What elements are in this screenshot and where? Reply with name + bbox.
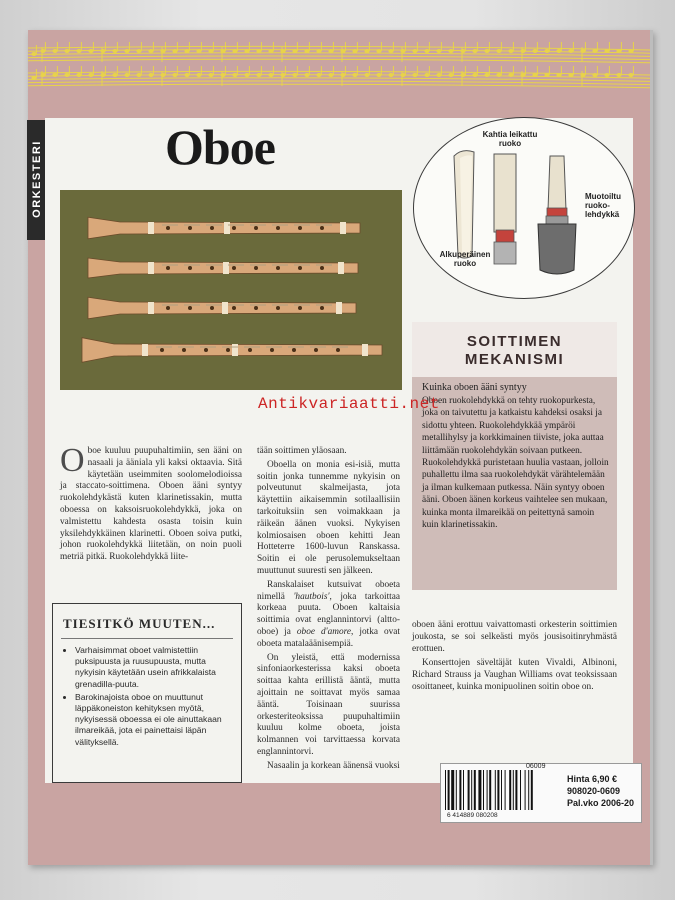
price-info — [567, 773, 634, 809]
reed-label-shaped: Muotoiltu ruoko-lehdykkä — [585, 192, 621, 219]
barcode-box — [440, 763, 642, 823]
reed-label-original: Alkuperäinen ruoko — [439, 250, 491, 268]
drop-cap: O — [60, 442, 85, 479]
col2-p5: Nasaalin ja korkean äänensä vuoksi — [267, 760, 400, 771]
did-you-know-box — [52, 603, 242, 783]
section-tab-label: ORKESTERI — [31, 140, 43, 218]
did-you-know-heading: TIESITKÖ MUUTEN... — [63, 616, 216, 631]
reed-label-cut: Kahtia leikattu ruoko — [482, 130, 538, 148]
article-column-1 — [60, 442, 242, 564]
mechanism-box — [412, 322, 617, 590]
barcode — [445, 770, 563, 812]
divider — [61, 638, 233, 639]
article-column-3 — [412, 620, 617, 694]
oboes-photo — [60, 190, 402, 390]
mechanism-subheading: Kuinka oboen ääni syntyy — [422, 382, 527, 393]
col2-p1: tään soittimen yläosaan. — [257, 446, 347, 456]
col2-p3: Ranskalaiset kutsuivat oboeta nimellä 'hautbois', joka tarkoittaa korkeaa puuta. Oboen kaltaisia soittimia ovat englannintorvi (altto-oboe) ja oboe d'amore, jotka ovat oboeta matalaäänisempiä. — [257, 579, 400, 649]
mechanism-text: Oboen ruokolehdykkä on tehty ruokopurkesta, joka on taivutettu ja katkaistu kahdeksi osaksi ja sidottu yhteen. Ruokolehdykkää ympäröi metallihylsy ja korkkimainen tiiviste, joka auttaa liittämään ruokolehdykän soivaan putkeen. Ruokolehdykkä puristetaan huulia vastaan, jolloin puhallettu ilma saa ruokolehdykät värähtelemään ja ilman kulkemaan putkessa. Näin syntyy oboen ääni. Oboen äänen korkeus vaihtelee sen mukaan, kuinka monta ilmareikää on peitettynä samoin kuin klarinetissakin. — [422, 396, 609, 531]
barcode-addon-number: 06009 — [526, 763, 546, 770]
mechanism-heading — [412, 322, 617, 377]
mechanism-heading-line2: MEKANISMI — [464, 351, 565, 368]
sale-week: Pal.vko 2006-20 — [567, 798, 635, 808]
col3-p1: oboen ääni erottuu vaivattomasti orkesterin soittimien joukosta, se soi selkeästi myös jousisoitinryhmästä erottuen. — [412, 620, 617, 654]
list-item: • Varhaisimmat oboet valmistettiin puksipuusta ja ruusupuusta, mutta nykyisin käytetään usein afrikkalaista grenadilla-puuta. — [75, 645, 233, 690]
section-tab — [27, 120, 45, 240]
product-code: 908020-0609 — [567, 786, 621, 796]
music-notation-band — [28, 38, 650, 94]
col3-p2: Konserttojen säveltäjät kuten Vivaldi, Albinoni, Richard Strauss ja Vaughan Williams ovat teoksissaan osoittaneet, kuinka monipuolinen soitin oboe on. — [412, 658, 617, 692]
mechanism-heading-line1: SOITTIMEN — [466, 333, 563, 350]
col2-p2: Oboella on monia esi-isiä, mutta soitin jonka tunnemme nykyisin on polveutunut skalmeijasta, jota käytettiin aikaisemmin sotilaallisiin tarkoituksiin sen voimakkaan ja räikeän äänen vuoksi. Nykyisen kolmiosaisen oboen kehitti Jean Hotteterre 1600-luvun Ranskassa. Soitin ei ole perusolemukseltaan muuttunut suuresti sen jälkeen. — [257, 459, 400, 576]
list-item: • Barokinajoista oboe on muuttunut läppäkoneiston kehityksen myötä, nykyisessä oboessa ei ole ainuttakaan ilmareikää, jota ei painettaisi läpän välityksellä. — [75, 692, 233, 748]
col2-p4: On yleistä, että modernissa sinfoniaorkesterissa kaksi oboeta soittaa kahta erillistä ääntä, mutta ajoittain ne soittavat myös samaa ääntä. Toisinaan suurissa orkesteriteoksissa puupuhaltimiin kuuluu kolme oboeta, joista kolmannen voi tarvittaessa korvata englannintorvi. — [257, 652, 400, 757]
page-title: Oboe — [165, 119, 275, 175]
watermark: Antikvariaatti.net — [258, 395, 440, 413]
price: Hinta 6,90 € — [567, 774, 618, 784]
article-column-2 — [257, 446, 400, 773]
col1-text: boe kuuluu puupuhaltimiin, sen ääni on nasaali ja ääniala yli kaksi oktaavia. Sitä käytetään useimmiten soolomelodioissa ja staccato-soittimena. Oboen ääni syntyy ruokolehdykästä kuten klarinetissakin, mutta oboessa on kaksoisruokolehdykkä, joka on valmistettu kahdesta osasta toisin kuin yksilehdykkäinen klarinetti. Oboen soiva putki, johon ruokolehdykkä liitetään, on noin puoli metriä pitkä. Ruokolehdykkä liite- — [60, 446, 242, 563]
did-you-know-list — [53, 645, 241, 748]
barcode-number: 6 414889 080208 — [447, 812, 498, 819]
